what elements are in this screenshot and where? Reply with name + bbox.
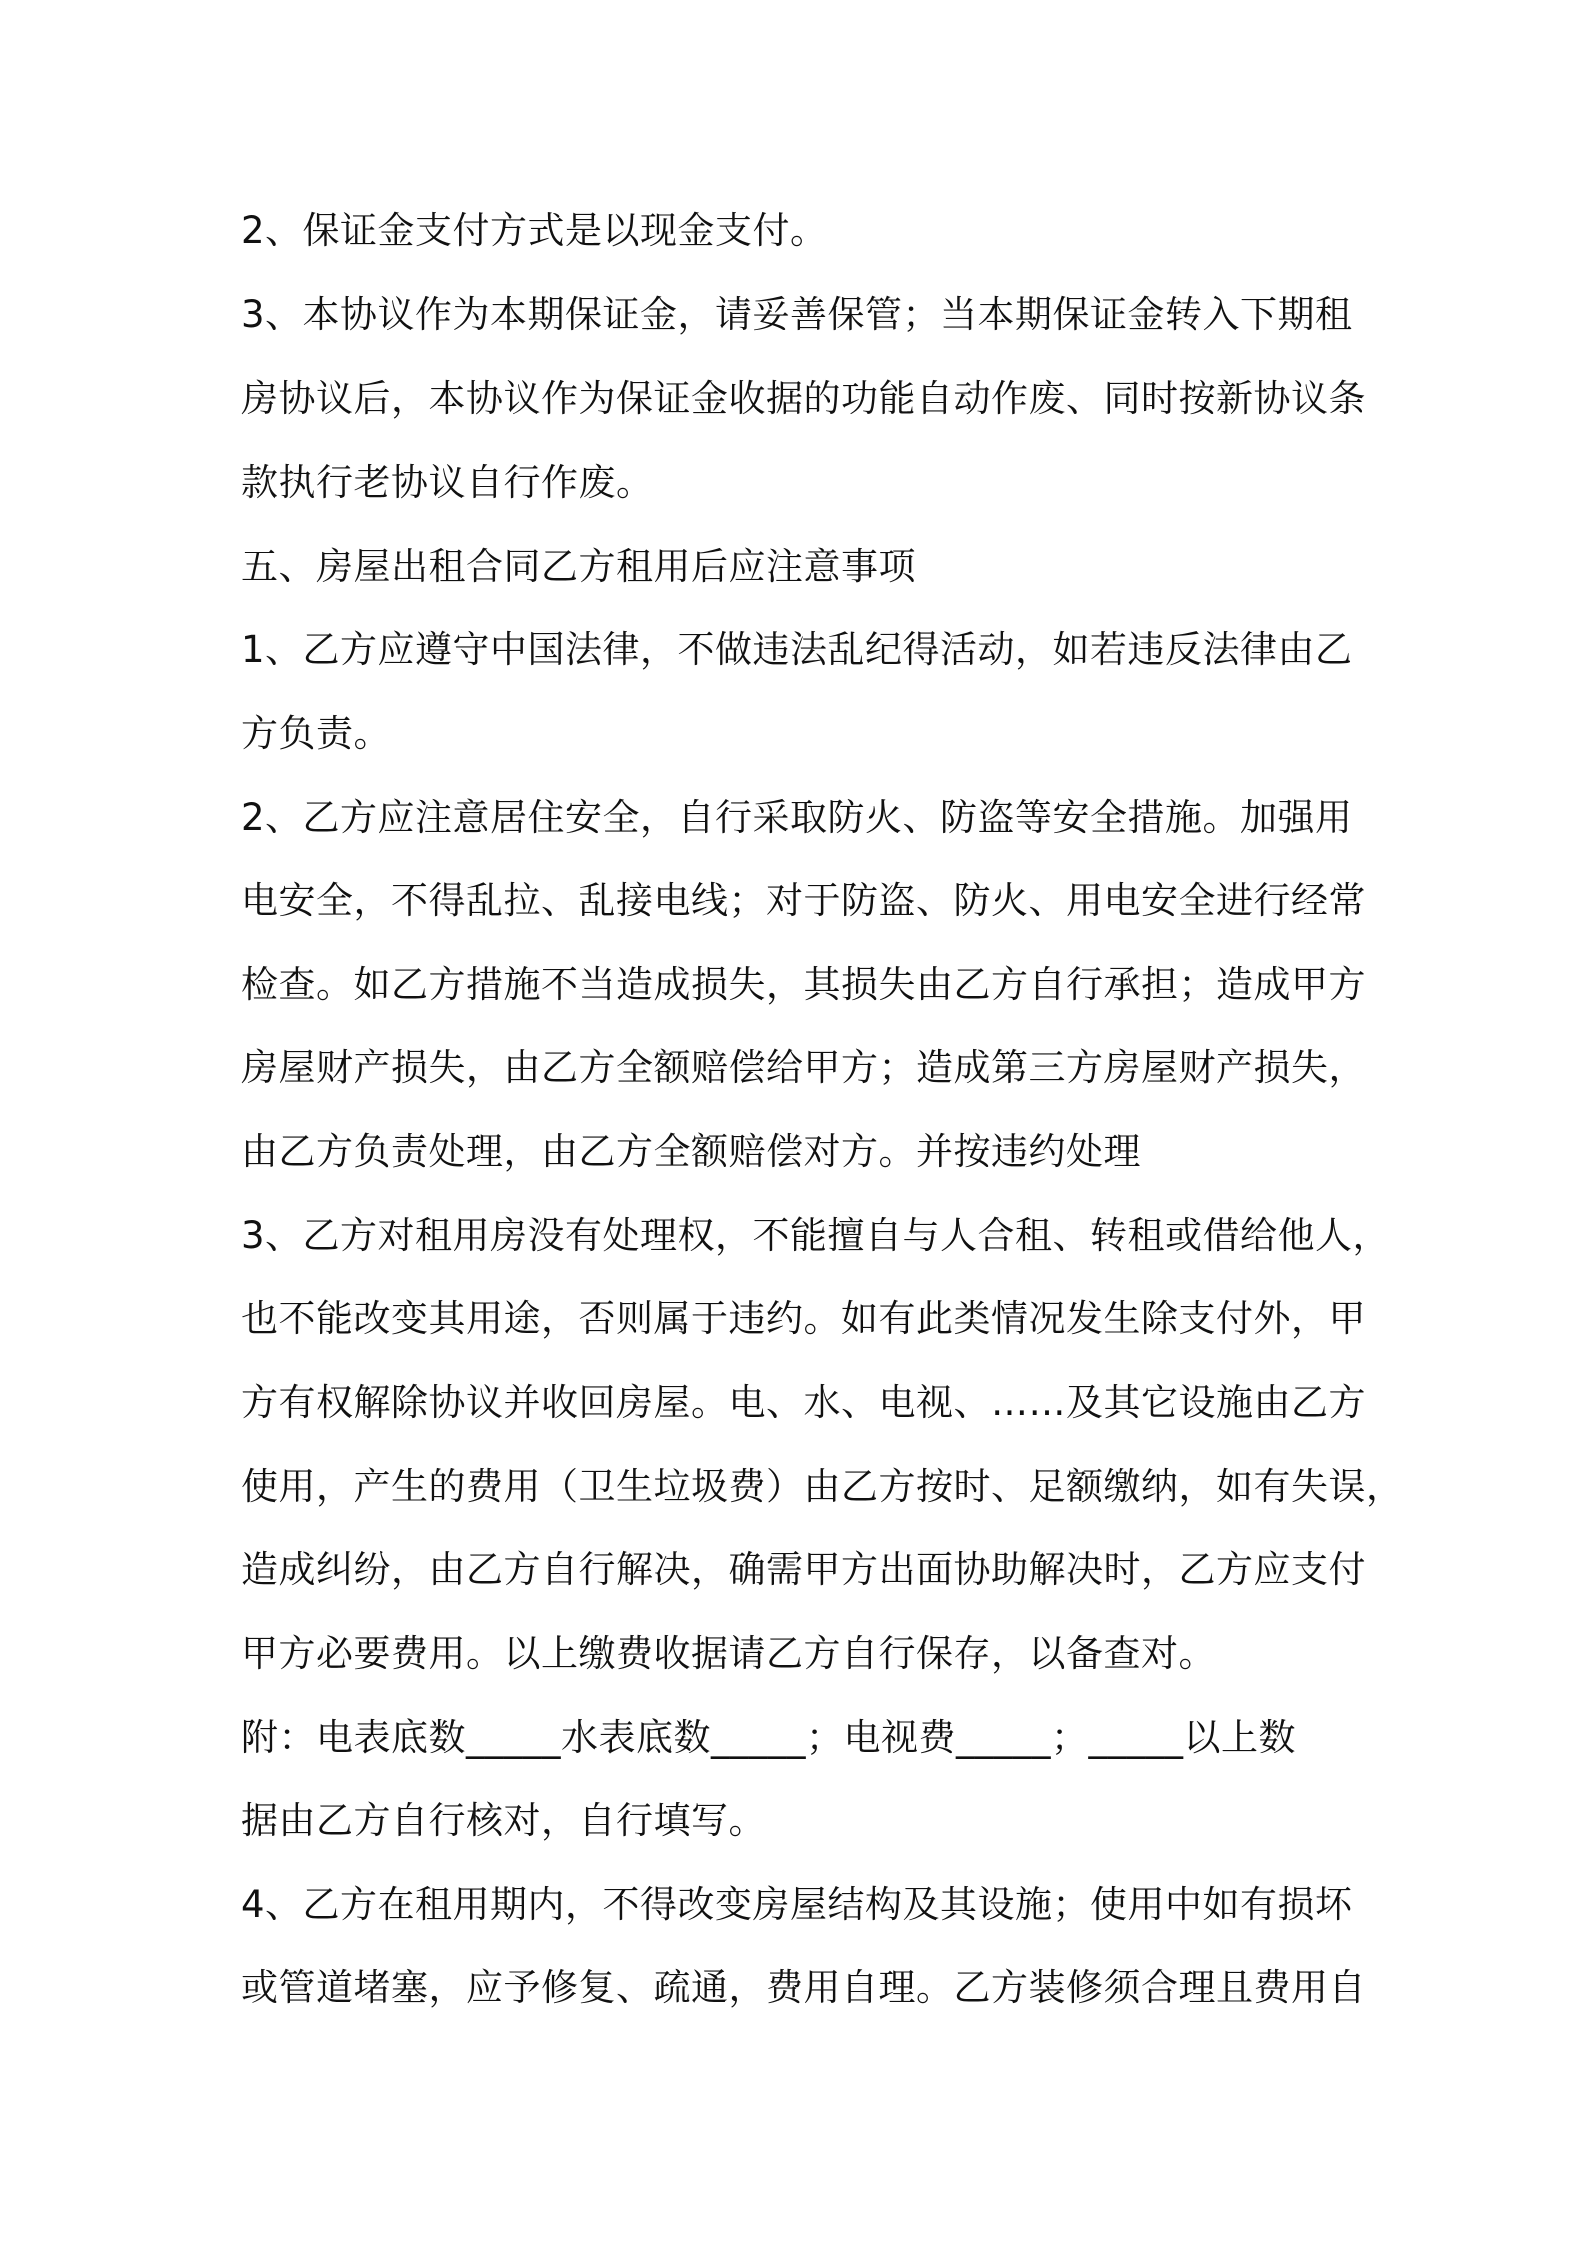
text-line: 据由乙方自行核对，自行填写。 <box>241 1799 766 1842</box>
text-line: 4、乙方在租用期内，不得改变房屋结构及其设施；使用中如有损坏 <box>241 1883 1353 1926</box>
text-line: 3、乙方对租用房没有处理权，不能擅自与人合租、转租或借给他人， <box>241 1214 1391 1257</box>
text-line: 2、乙方应注意居住安全，自行采取防火、防盗等安全措施。加强用 <box>241 796 1353 839</box>
text-line: 也不能改变其用途，否则属于违约。如有此类情况发生除支付外，甲 <box>241 1297 1366 1340</box>
text-line: 款执行老协议自行作废。 <box>241 461 654 504</box>
text-line: 方有权解除协议并收回房屋。电、水、电视、……及其它设施由乙方 <box>241 1381 1366 1424</box>
text-line: 方负责。 <box>241 712 391 755</box>
text-line: 1、乙方应遵守中国法律，不做违法乱纪得活动，如若违反法律由乙 <box>241 628 1353 671</box>
form-fields-line: 附：电表底数_____水表底数_____；电视费_____；_____以上数 <box>241 1716 1296 1759</box>
text-line: 房协议后，本协议作为保证金收据的功能自动作废、同时按新协议条 <box>241 377 1366 420</box>
text-line: 或管道堵塞，应予修复、疏通，费用自理。乙方装修须合理且费用自 <box>241 1966 1366 2009</box>
text-line: 3、本协议作为本期保证金，请妥善保管；当本期保证金转入下期租 <box>241 293 1353 336</box>
text-line: 2、保证金支付方式是以现金支付。 <box>241 209 828 252</box>
text-line: 造成纠纷，由乙方自行解决，确需甲方出面协助解决时，乙方应支付 <box>241 1548 1366 1591</box>
section-heading: 五、房屋出租合同乙方租用后应注意事项 <box>241 545 916 588</box>
text-line: 检查。如乙方措施不当造成损失，其损失由乙方自行承担；造成甲方 <box>241 963 1366 1006</box>
text-line: 电安全，不得乱拉、乱接电线；对于防盗、防火、用电安全进行经常 <box>241 879 1366 922</box>
text-line: 房屋财产损失，由乙方全额赔偿给甲方；造成第三方房屋财产损失， <box>241 1046 1366 1089</box>
text-line: 甲方必要费用。以上缴费收据请乙方自行保存，以备查对。 <box>241 1632 1216 1675</box>
text-line: 使用，产生的费用（卫生垃圾费）由乙方按时、足额缴纳，如有失误， <box>241 1465 1404 1508</box>
text-line: 由乙方负责处理，由乙方全额赔偿对方。并按违约处理 <box>241 1130 1141 1173</box>
